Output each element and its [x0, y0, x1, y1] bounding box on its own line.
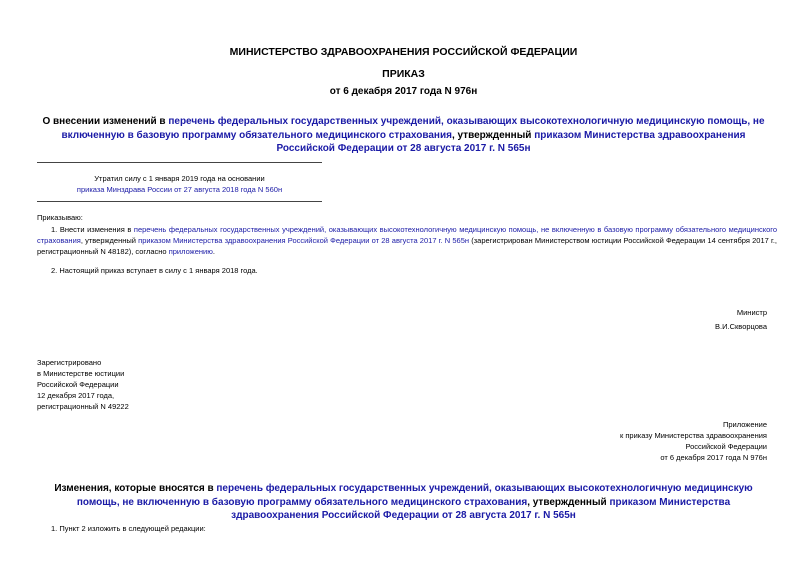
validity-notice [37, 173, 322, 195]
item-1-order-link[interactable]: приказом Министерства здравоохранения Российской Федерации от 28 августа 2017 г. N 565н [138, 236, 470, 245]
registration-line: в Министерстве юстиции [37, 369, 125, 378]
item-1-end: . [212, 247, 215, 256]
item-2: 2. Настоящий приказ вступает в силу с 1 января 2018 года. [51, 266, 258, 275]
signature [715, 307, 767, 332]
appendix-line: от 6 декабря 2017 года N 976н [660, 453, 767, 462]
title2-order-link[interactable]: приказом Министерства здравоохранения Российской Федерации от 28 августа 2017 г. N 565н [231, 496, 731, 521]
doc-date-number: от 6 декабря 2017 года N 976н [329, 86, 478, 97]
appendix-title [40, 482, 767, 523]
appendix-block [620, 419, 767, 463]
order-560-link[interactable]: приказа Минздрава России от 27 августа 2018 года N 560н [76, 185, 283, 194]
doc-type: ПРИКАЗ [382, 68, 425, 80]
signature-name: В.И.Скворцова [715, 322, 767, 331]
title-prefix: О внесении изменений в [42, 116, 169, 127]
ministry-header: МИНИСТЕРСТВО ЗДРАВООХРАНЕНИЯ РОССИЙСКОЙ ФЕДЕРАЦИИ [229, 46, 578, 58]
item-1 [37, 224, 777, 257]
registration-line: регистрационный N 49222 [37, 402, 129, 411]
appendix-line: Российской Федерации [685, 442, 767, 451]
item-1-list-link[interactable]: перечень федеральных государственных учреждений, оказывающих высокотехнологичную медицинскую помощь, не включенную в базовую программу обязательного медицинского страхования [37, 225, 777, 245]
item-1-prefix: 1. Внести изменения в [51, 225, 134, 234]
registration-line: 12 декабря 2017 года, [37, 391, 115, 400]
validity-notice-text: Утратил силу с 1 января 2019 года на основании [94, 174, 265, 183]
appendix-line: к приказу Министерства здравоохранения [619, 431, 767, 440]
title2-middle: , утвержденный [527, 496, 610, 508]
order-word: Приказываю: [37, 213, 83, 222]
item-1-mid: , утвержденный [80, 236, 139, 245]
document-title [40, 115, 767, 156]
title2-list-link[interactable]: перечень федеральных государственных учреждений, оказывающих высокотехнологичную медицинскую помощь, не включенную в базовую программу обязательного медицинского страхования [76, 483, 753, 508]
appendix-line: Приложение [723, 420, 767, 429]
title2-prefix: Изменения, которые вносятся в [54, 483, 217, 494]
signature-position: Министр [736, 308, 767, 317]
order-565-link[interactable]: приказом Министерства здравоохранения Российской Федерации от 28 августа 2017 г. N 565н [276, 129, 746, 154]
item-1-rest: (зарегистрирован Министерством юстиции Российской Федерации 14 сентября 2017 г., регистрационный N 48182), согласно [37, 236, 777, 256]
registration-line: Зарегистрировано [37, 358, 102, 367]
divider-bottom [37, 201, 322, 202]
divider-top [37, 162, 322, 163]
registration-block [37, 357, 129, 412]
title-middle: , утвержденный [451, 129, 535, 141]
registration-line: Российской Федерации [37, 380, 119, 389]
change-1: 1. Пункт 2 изложить в следующей редакции: [51, 524, 206, 533]
list-link[interactable]: перечень федеральных государственных учреждений, оказывающих высокотехнологичную медицинскую помощь, не включенную в базовую программу обязательного медицинского страхования [61, 116, 765, 141]
appendix-link[interactable]: приложению [168, 247, 213, 256]
